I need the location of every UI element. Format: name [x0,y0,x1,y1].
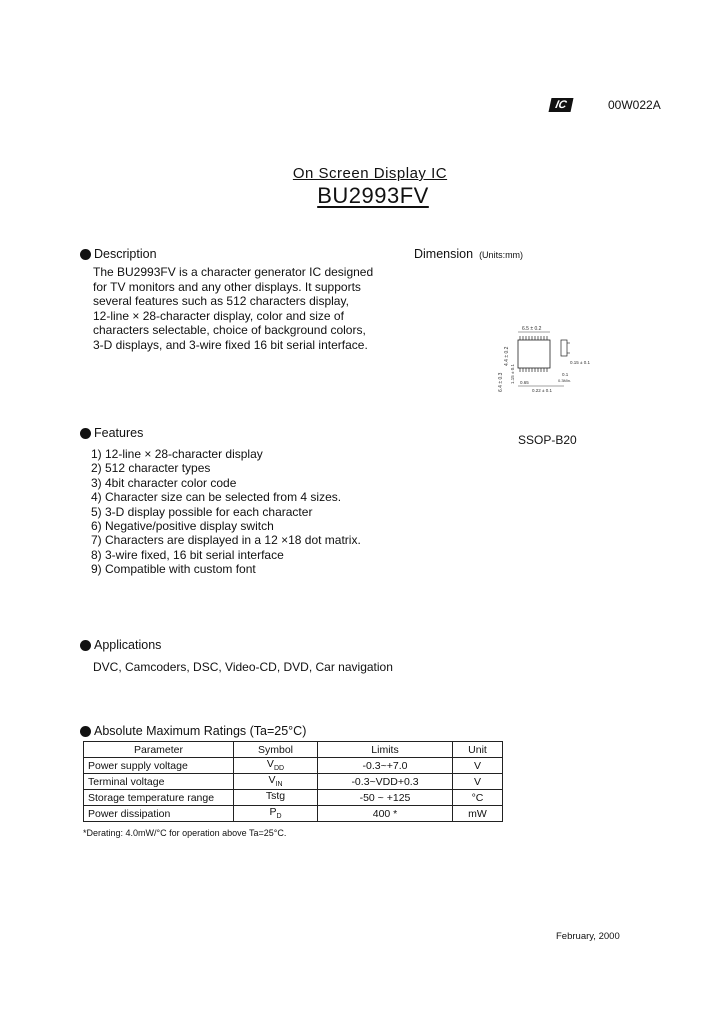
feature-item: 4) Character size can be selected from 4 sizes. [91,490,342,505]
description-line: for TV monitors and any other displays. It supports [93,279,361,294]
dim-label-lead-width: 0.22 ± 0.1 [532,388,552,393]
package-dimension-drawing [498,318,598,396]
bullet-icon [80,726,91,737]
ratings-header-row [84,742,503,758]
feature-item: 2) 512 character types [91,461,211,476]
ratings-table [83,741,503,822]
feature-item: 1) 12-line × 28-character display [91,447,263,461]
cell-symbol: $P_D$ [234,806,318,822]
dim-label-height: 1.15 ± 0.1 [510,364,515,384]
cell-unit: mW [453,806,503,822]
cell-symbol: Tstg [234,790,318,806]
cell-limits: 400 * [318,806,453,822]
cell-parameter: Terminal voltage [84,774,234,790]
package-side-view [561,340,570,356]
dim-label-min: 0.3Min. [558,378,572,383]
col-parameter: Parameter [84,742,234,758]
document-number: 00W022A [608,98,661,112]
ratings-heading: Absolute Maximum Ratings (Ta=25°C) [80,724,306,738]
description-line: 3-D displays, and 3-wire fixed 16 bit serial interface. [93,337,368,352]
publication-date: February, 2000 [556,931,620,942]
description-text [93,265,373,352]
cell-parameter: Power supply voltage [84,758,234,774]
table-row [84,790,503,806]
feature-item: 3) 4bit character color code [91,475,237,490]
feature-item: 8) 3-wire fixed, 16 bit serial interface [91,547,284,562]
feature-item: 6) Negative/positive display switch [91,519,274,534]
ratings-footnote: *Derating: 4.0mW/°C for operation above Ta=25°C. [83,828,287,838]
cell-unit: V [453,758,503,774]
cell-parameter: Storage temperature range [84,790,234,806]
table-row [84,758,503,774]
bullet-icon [80,249,91,260]
rohm-ic-logo: IC [549,98,574,112]
cell-parameter: Power dissipation [84,806,234,822]
description-line: The BU2993FV is a character generator IC designed [93,265,374,279]
cell-limits: -50 ~ +125 [318,790,453,806]
description-line: 12-line × 28-character display, color and size of [93,308,344,323]
bullet-icon [80,640,91,651]
description-heading: Description [80,247,157,261]
dim-label-body-width: 4.4 ± 0.2 [504,346,510,366]
col-symbol: Symbol [234,742,318,758]
feature-item: 7) Characters are displayed in a 12 ×18 dot matrix. [91,533,361,548]
table-row [84,806,503,822]
dimension-heading: Dimension (Units:mm) [414,247,524,261]
col-unit: Unit [453,742,503,758]
cell-unit: V [453,774,503,790]
col-limits: Limits [318,742,453,758]
features-list [91,447,361,577]
dim-label-total-width: 6.4 ± 0.3 [498,372,504,392]
description-line: several features such as 512 characters display, [93,294,349,308]
package-top-view [518,336,550,372]
applications-heading: Applications [80,638,161,652]
feature-item: 9) Compatible with custom font [91,562,256,577]
cell-symbol: $V_{DD}$ [234,758,318,774]
cell-symbol: $V_{IN}$ [234,774,318,790]
applications-text: DVC, Camcoders, DSC, Video-CD, DVD, Car navigation [93,660,393,674]
features-heading: Features [80,426,143,440]
dim-label-pitch: 0.65 [520,380,529,385]
product-subtitle: On Screen Display IC [292,165,448,182]
part-number-title: BU2993FV [317,183,429,208]
table-row [84,774,503,790]
bullet-icon [80,428,91,439]
cell-limits: -0.3~+7.0 [318,758,453,774]
cell-unit: °C [453,790,503,806]
dim-label-thickness: 0.15 ± 0.1 [570,360,590,365]
dim-label-length: 6.5 ± 0.2 [522,326,542,332]
dim-label-standoff: 0.1 [562,372,569,377]
cell-limits: -0.3~VDD+0.3 [318,774,453,790]
feature-item: 5) 3-D display possible for each character [91,504,313,519]
description-line: characters selectable, choice of background colors, [93,323,366,337]
package-name: SSOP-B20 [518,433,577,447]
